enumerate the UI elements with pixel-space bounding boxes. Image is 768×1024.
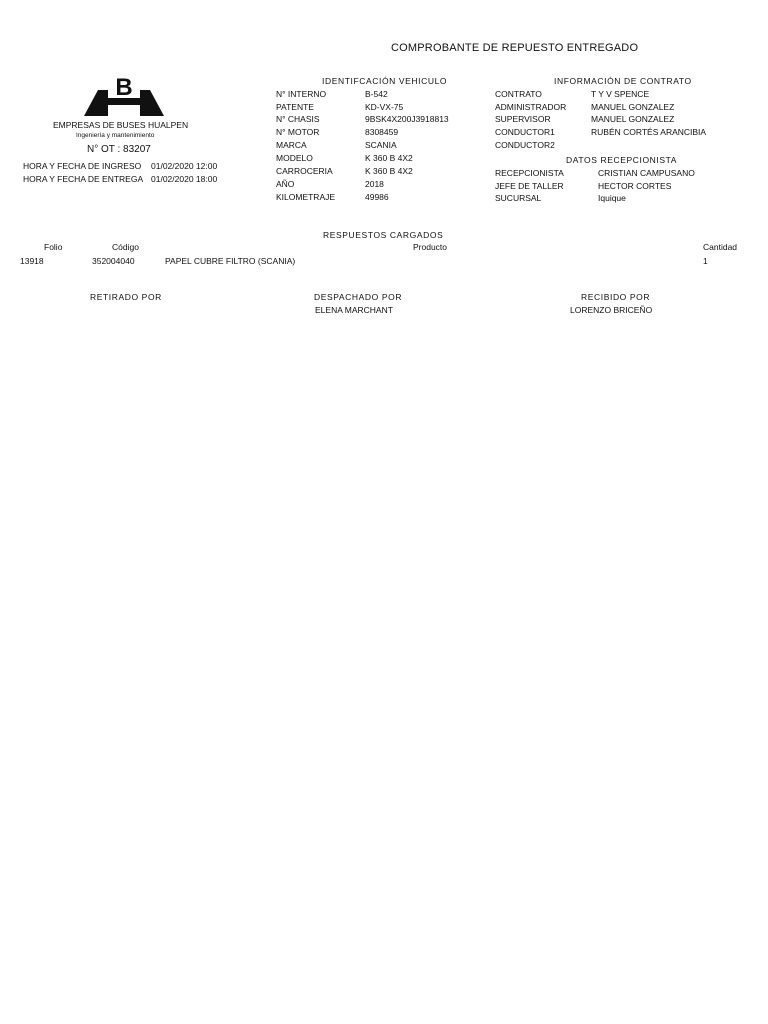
vehicle-value: K 360 B 4X2	[365, 153, 413, 163]
contract-label: CONDUCTOR1	[495, 127, 555, 137]
receptionist-label: JEFE DE TALLER	[495, 181, 564, 191]
vehicle-value: SCANIA	[365, 140, 397, 150]
document-title: COMPROBANTE DE REPUESTO ENTREGADO	[391, 42, 639, 54]
vehicle-label: N° MOTOR	[276, 127, 320, 137]
ingreso-value: 01/02/2020 12:00	[151, 161, 218, 171]
vehicle-label: AÑO	[276, 179, 295, 189]
vehicle-value: 49986	[365, 192, 389, 202]
vehicle-value: 8308459	[365, 127, 399, 137]
vehicle-value: 2018	[365, 179, 384, 189]
recibido-value: LORENZO BRICEÑO	[570, 305, 653, 315]
contract-value: T Y V SPENCE	[591, 89, 650, 99]
ot-number: N° OT : 83207	[87, 144, 151, 155]
receptionist-value: Iquique	[598, 193, 626, 203]
cell-folio: 13918	[20, 256, 44, 266]
contract-label: CONDUCTOR2	[495, 140, 555, 150]
recibido-label: RECIBIDO POR	[581, 292, 651, 302]
contract-value: MANUEL GONZALEZ	[591, 102, 675, 112]
vehicle-label: N° INTERNO	[276, 89, 327, 99]
cell-cantidad: 1	[703, 256, 708, 266]
contract-value: MANUEL GONZALEZ	[591, 114, 675, 124]
vehicle-value: 9BSK4X200J3918813	[365, 114, 449, 124]
contract-value: RUBÉN CORTÉS ARANCIBIA	[591, 127, 707, 137]
despachado-value: ELENA MARCHANT	[315, 305, 393, 315]
cell-producto: PAPEL CUBRE FILTRO (SCANIA)	[165, 256, 296, 266]
company-name: EMPRESAS DE BUSES HUALPEN	[53, 120, 189, 130]
vehicle-label: MODELO	[276, 153, 313, 163]
column-header-cantidad: Cantidad	[703, 242, 738, 252]
contract-label: SUPERVISOR	[495, 114, 551, 124]
vehicle-value: B-542	[365, 89, 388, 99]
retirado-label: RETIRADO POR	[90, 292, 162, 302]
cell-codigo: 352004040	[92, 256, 135, 266]
vehicle-label: KILOMETRAJE	[276, 192, 336, 202]
vehicle-value: K 360 B 4X2	[365, 166, 413, 176]
vehicle-label: N° CHASIS	[276, 114, 320, 124]
vehicle-label: CARROCERIA	[276, 166, 333, 176]
contract-label: ADMINISTRADOR	[495, 102, 567, 112]
receptionist-label: RECEPCIONISTA	[495, 168, 564, 178]
column-header-folio: Folio	[44, 242, 63, 252]
ingreso-label: HORA Y FECHA DE INGRESO	[23, 161, 142, 171]
contract-header: INFORMACIÓN DE CONTRATO	[554, 76, 692, 86]
entrega-label: HORA Y FECHA DE ENTREGA	[23, 174, 144, 184]
svg-text:B: B	[115, 74, 133, 101]
entrega-value: 01/02/2020 18:00	[151, 174, 218, 184]
vehicle-header: IDENTIFCACIÓN VEHICULO	[322, 76, 448, 86]
receptionist-value: HECTOR CORTES	[598, 181, 672, 191]
parts-header: RESPUESTOS CARGADOS	[323, 230, 444, 240]
vehicle-label: MARCA	[276, 140, 307, 150]
vehicle-value: KD-VX-75	[365, 102, 404, 112]
column-header-codigo: Código	[112, 242, 139, 252]
company-tagline: Ingeniería y mantenimiento	[76, 132, 155, 139]
receptionist-value: CRISTIAN CAMPUSANO	[598, 168, 695, 178]
receptionist-header: DATOS RECEPCIONISTA	[566, 155, 678, 165]
vehicle-label: PATENTE	[276, 102, 314, 112]
despachado-label: DESPACHADO POR	[314, 292, 403, 302]
company-logo	[84, 74, 164, 118]
column-header-producto: Producto	[413, 242, 448, 252]
receptionist-label: SUCURSAL	[495, 193, 542, 203]
contract-label: CONTRATO	[495, 89, 542, 99]
